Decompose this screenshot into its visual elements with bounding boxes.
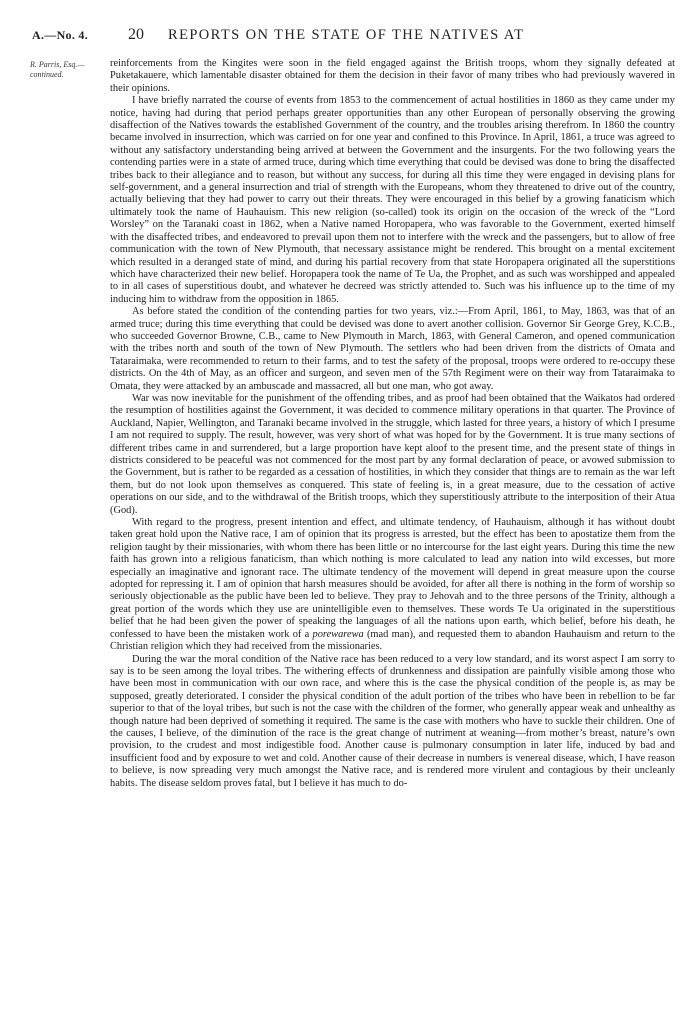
running-title: REPORTS ON THE STATE OF THE NATIVES AT	[168, 27, 525, 43]
paragraph: During the war the moral condition of the Native race has been reduced to a very low standard, and its worst aspect I am sorry to say is to be seen among the loyal tribes. The withering effects of drunkenness and dissipation are painfully visible among those who have been most in communication with our own race, and where this is the case the physical condition of the people is, as may be supposed, greatly deteriorated. I consider the physical condition of the adult portion of the tribes who have been in rebellion to be far superior to that of the loyal tribes, but such is not the case with the children of the former, who generally appear weak and unhealthy as though nature had been deprived of something it required. The same is the case with mothers who have to suckle their children. One of the causes, I believe, of the diminution of the race is the great change of nutriment at weaning—from mother’s breast, nature’s own provision, to the crudest and most indigestible food. Another cause is pulmonary consumption in later life, induced by bad and insufficient food and by exposure to wet and cold. Another cause of their decrease in numbers is venereal disease, which, I have reason to believe, is now spreading very much amongst the Native race, and is rendered more virulent and contagious by their uncleanly habits. The disease seldom proves fatal, but I believe it has much to do-	[110, 653, 675, 789]
italic-term: porewarewa	[312, 628, 364, 640]
page-number: 20	[128, 26, 144, 43]
paragraph: reinforcements from the Kingites were soon in the field engaged against the British troops, whom they signally defeated at Puketakauere, which lamentable disaster obtained for them the decision in their favor of many tribes who had previously wavered in their opinions.	[110, 58, 675, 94]
document-reference: A.—No. 4.	[32, 28, 89, 42]
margin-note	[30, 60, 110, 79]
paragraph: I have briefly narrated the course of events from 1853 to the commencement of actual hostilities in 1860 as they came under my notice, having had during that period perhaps greater opportunities than any other European of personally observing the growing disaffection of the Natives towards the established Government of the country, and the troubles arising therefrom. In 1860 the country became involved in insurrection, which was carried on for one year and confined to this Province. In April, 1861, a truce was agreed to without any satisfactory understanding being arrived at between the Government and the insurgents. For the two following years the contending parties were in a state of armed truce, during which time everything that could be devised was done to bring the disaffected tribes back to their allegiance and to reason, but without any success, for during all this time they were engaged in devising plans for self-government, and a general insurrection and trial of strength with the Europeans, whom they threatened to drive out of the country, actually believing that they had power to carry out their threats. They were encouraged in this belief by a growing fanaticism which ultimately took the name of Hauhauism. This new religion (so-called) took its origin on the occasion of the wreck of the “Lord Worsley” on the Taranaki coast in 1862, when a Native named Horopapera, who was favorable to the Government, exerted himself with the disaffected tribes, and endeavored to prevail upon them not to interfere with the wreck and the passengers, but to allow of free communication with the town of New Plymouth, that necessary assistance might be rendered. This brought on a mental excitement which resulted in a deranged state of mind, and during his partial recovery from that state Horopapera originated all the superstitions which have characterized their new belief. Horopapera took the name of Te Ua, the Prophet, and as such was worshipped and appealed to in all cases of superstitious doubt, and whatever he decreed was strictly attended to. Such was his influence up to the time of my inducing him to withdraw from the opposition in 1865.	[110, 95, 675, 305]
paragraph: As before stated the condition of the contending parties for two years, viz.:—From April, 1861, to May, 1863, was that of an armed truce; during this time everything that could be devised was done to avert another collision. Governor Sir George Grey, K.C.B., who succeeded Governor Browne, C.B., came to New Plymouth in March, 1863, with General Cameron, and opened communication with the tribes north and south of the town of New Plymouth. The settlers who had been driven from the districts of Omata and Tataraimaka, were recommended to return to their farms, and to test the safety of the proposal, troops were ordered to re-occupy these districts. On the 4th of May, as an officer and surgeon, and seven men of the 57th Regiment were on their way from Tataraimaka to Omata, they were attacked by an ambuscade and massacred, all but one man, who got away.	[110, 306, 675, 392]
report-body	[110, 58, 675, 1016]
paragraph: War was now inevitable for the punishment of the offending tribes, and as proof had been obtained that the Waikatos had ordered the resumption of hostilities against the Government, it was decided to commence military operations in that quarter. The Province of Auckland, Napier, Wellington, and Taranaki became involved in the struggle, which lasted for three years, a history of which I presume I am not required to supply. The result, however, was very short of what was hoped for by the Government. It is true many sections of different tribes came in and surrendered, but a large proportion have kept aloof to the present time, and the present state of things in districts considered to be peaceful was not commenced for the most part by any formal declaration of peace, or avowed submission to the Government, but is rather to be regarded as a cessation of hostilities, in which they consider that things are to remain as the war left them, but do not look upon themselves as conquered. This state of feeling is, in a great measure, due to the cessation of active operations on our side, and to the withdrawal of the British troops, which they superstitiously attribute to the interposition of their Atua (God).	[110, 392, 675, 516]
paragraph: With regard to the progress, present intention and effect, and ultimate tendency, of Hauhauism, although it has without doubt taken great hold upon the Native race, I am of opinion that its progress is arrested, but the effect has been to apostatize them from the religion taught by their missionaries, with whom there has been little or no intercourse for the last eight years. During this time the new faith has grown into a religious fanaticism, than which nothing is more calculated to lead any nation into wild excesses, but more especially an imaginative and ignorant race. The ultimate tendency of the movement will depend in great measure upon the course adopted for repressing it. I am of opinion that harsh measures should be avoided, for after all there is nothing in the form of worship so seriously objectionable as the public have been led to believe. They pray to Jehovah and to the three persons of the Trinity, although a great portion of the words which they use are unintelligible even to themselves. These words Te Ua originated in the superstitious belief that he had been given the power of speaking the languages of all the nations upon earth, which belief, before his death, he confessed to have been the mistaken work of a porewarewa (mad man), and requested them to abandon Hauhauism and return to the Christian religion which they had received from the missionaries.	[110, 517, 675, 653]
margin-note-continued: continued.	[30, 69, 64, 79]
margin-note-author: R. Parris, Esq.—	[30, 60, 85, 69]
running-header	[0, 26, 700, 48]
